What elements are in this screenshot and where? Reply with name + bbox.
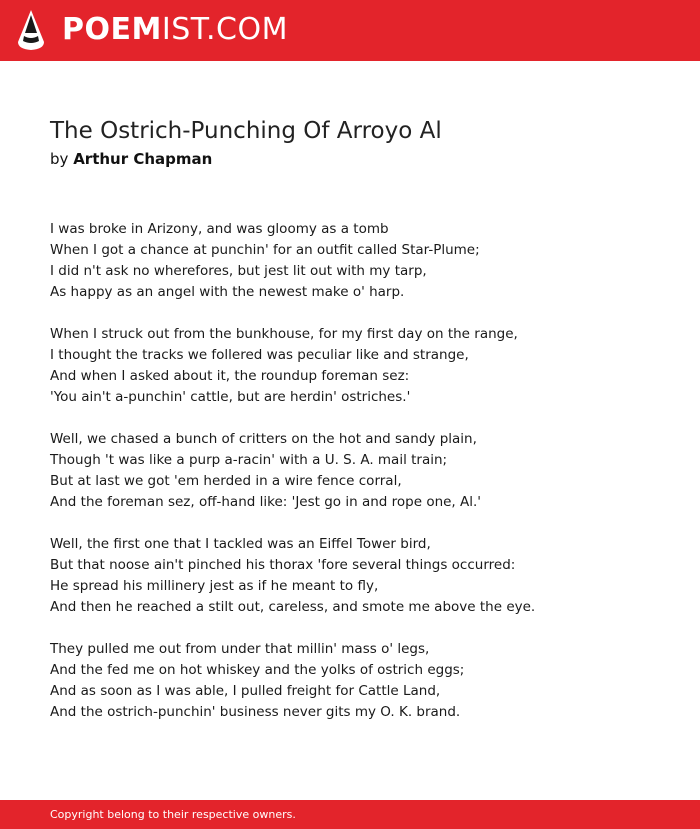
poem-body [50,219,670,744]
poem-line: And the ostrich-punchin' business never gits my O. K. brand. [50,704,461,720]
copyright-text: Copyright belong to their respective owners. [50,808,296,821]
stanza [50,429,670,513]
poem-line: I was broke in Arizony, and was gloomy as a tomb [50,221,389,237]
byline [50,149,212,169]
stanza [50,324,670,408]
logo-light-text: IST.COM [161,12,288,47]
poem-line: And as soon as I was able, I pulled freight for Cattle Land, [50,683,441,699]
poem-line: They pulled me out from under that millin' mass o' legs, [50,641,430,657]
poem-line: 'You ain't a-punchin' cattle, but are herdin' ostriches.' [50,389,411,405]
poem-line: And the foreman sez, off-hand like: 'Jest go in and rope one, Al.' [50,494,482,510]
footer-bar [0,800,700,829]
poem-line: I thought the tracks we follered was peculiar like and strange, [50,347,469,363]
header-bar [0,0,700,61]
poem-title: The Ostrich-Punching Of Arroyo Al [50,118,442,144]
poem-line: And then he reached a stilt out, careless, and smote me above the eye. [50,599,536,615]
poem-line: But that noose ain't pinched his thorax 'fore several things occurred: [50,557,516,573]
poem-line: When I struck out from the bunkhouse, for my first day on the range, [50,326,518,342]
poem-line: But at last we got 'em herded in a wire fence corral, [50,473,402,489]
site-logo[interactable] [62,12,288,48]
poem-line: As happy as an angel with the newest make o' harp. [50,284,405,300]
by-label: by [50,150,69,168]
pencil-tip-icon[interactable] [17,9,45,51]
poem-line: Well, the first one that I tackled was an Eiffel Tower bird, [50,536,431,552]
poem-line: Well, we chased a bunch of critters on the hot and sandy plain, [50,431,477,447]
poem-line: Though 't was like a purp a-racin' with a U. S. A. mail train; [50,452,448,468]
logo-bold-text: POEM [62,12,162,47]
poem-line: And when I asked about it, the roundup foreman sez: [50,368,410,384]
author-name[interactable]: Arthur Chapman [73,150,213,168]
poem-line: When I got a chance at punchin' for an outfit called Star-Plume; [50,242,480,258]
poem-line: He spread his millinery jest as if he meant to fly, [50,578,379,594]
stanza [50,219,670,303]
poem-line: I did n't ask no wherefores, but jest lit out with my tarp, [50,263,427,279]
stanza [50,534,670,618]
stanza [50,639,670,723]
poem-line: And the fed me on hot whiskey and the yolks of ostrich eggs; [50,662,465,678]
